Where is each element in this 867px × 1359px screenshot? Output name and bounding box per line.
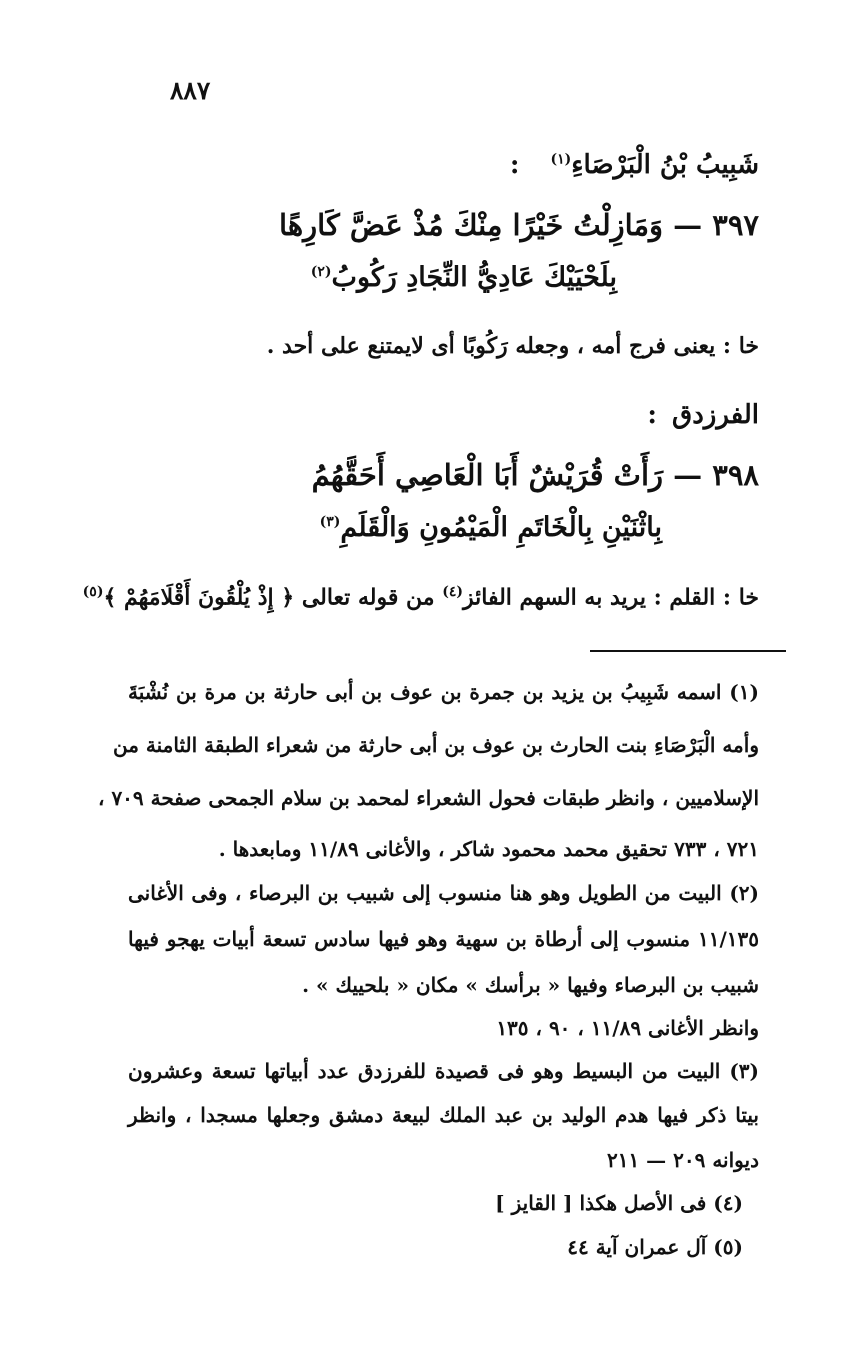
commentary-397: خا : يعنى فرج أمه ، وجعله رَكُوبًا أى لايمتنع على أحد . (266, 333, 759, 359)
hemistich-text: بِلَحْيَيْكَ عَادِيُّ النِّجَادِ رَكُوبُ (331, 262, 617, 293)
hemistich-text: رَأَتْ قُرَيْشٌ أَبَا الْعَاصِي أَحَقَّهُمُ (311, 458, 664, 492)
hemistich-text: وَمَازِلْتُ خَيْرًا مِنْكَ مُذْ عَضَّ كَارِهًا (279, 208, 664, 242)
footnote-5: (٥) آل عمران آية ٤٤ (567, 1235, 743, 1259)
footnote-1-line-2: وأمه الْبَرْصَاءِ بنت الحارث بن عوف بن أبى حارثة من شعراء الطبقة الثامنة من (113, 733, 759, 757)
poet-heading-2 (647, 400, 759, 430)
footnote-2-line-2: ١١/١٣٥ منسوب إلى أرطاة بن سهية وهو فيها سادس تسعة أبيات يهجو فيها (128, 927, 759, 951)
footnote-ref: (٤) (442, 584, 463, 600)
footnote-3-line-1: (٣) البيت من البسيط وهو فى قصيدة للفرزدق عدد أبياتها تسعة وعشرون (128, 1059, 759, 1083)
colon: : (509, 150, 520, 180)
commentary-398 (83, 584, 759, 610)
footnote-ref: (٢) (310, 264, 332, 280)
footnote-2-line-3: شبيب بن البرصاء وفيها « برأسك » مكان « بلحييك » . (302, 973, 759, 997)
footnote-4: (٤) فى الأصل هكذا [ القايز ] (495, 1191, 743, 1215)
footnote-1-line-3: الإسلاميين ، وانظر طبقات فحول الشعراء لمحمد بن سلام الجمحى صفحة ٧٠٩ ، (98, 786, 759, 810)
footnote-1-line-4: ٧٢١ ، ٧٣٣ تحقيق محمد محمود شاكر ، والأغانى ١١/٨٩ ومابعدها . (218, 837, 759, 861)
footnote-3-line-3: ديوانه ٢٠٩ — ٢١١ (606, 1148, 759, 1172)
footnote-ref: (١) (550, 151, 572, 168)
quran-quote: من قوله تعالى ﴿ إِذْ يُلْقُونَ أَقْلَامَهُمْ ﴾ (103, 584, 435, 611)
verse-397-first-hemistich (279, 208, 759, 242)
commentary-text: خا : القلم : يريد به السهم الفائز (462, 584, 759, 611)
footnote-separator (590, 650, 786, 652)
page-number: ٨٨٧ (170, 76, 211, 105)
verse-398-second-hemistich (320, 512, 662, 543)
verse-dash: — (673, 208, 703, 242)
footnote-2-extra: وانظر الأغانى ١١/٨٩ ، ٩٠ ، ١٣٥ (496, 1016, 759, 1040)
colon: : (647, 400, 657, 430)
poet-name: الفرزدق (672, 400, 759, 430)
footnote-2-line-1: (٢) البيت من الطويل وهو هنا منسوب إلى شبيب بن البرصاء ، وفى الأغانى (128, 881, 759, 905)
verse-dash: — (673, 458, 703, 492)
verse-397-second-hemistich (311, 262, 617, 293)
verse-398-first-hemistich (312, 458, 759, 492)
footnote-ref: (٥) (82, 584, 104, 600)
footnote-3-line-2: بيتا ذكر فيها هدم الوليد بن عبد الملك لبيعة دمشق وجعلها مسجدا ، وانظر (128, 1103, 759, 1127)
verse-number: ٣٩٨ (712, 458, 759, 492)
poet-name: شَبِيبُ بْنُ الْبَرْصَاءِ (571, 150, 759, 180)
hemistich-text: بِاثْنَيْنِ بِالْخَاتَمِ الْمَيْمُونِ وَالْقَلَمِ (340, 512, 662, 543)
footnote-1-line-1: (١) اسمه شَبِيبُ بن يزيد بن جمرة بن عوف بن أبى حارثة بن مرة بن نُشْبَةَ (128, 680, 759, 704)
poet-heading-1 (510, 150, 759, 180)
verse-number: ٣٩٧ (712, 208, 759, 242)
footnote-ref: (٣) (319, 514, 341, 530)
